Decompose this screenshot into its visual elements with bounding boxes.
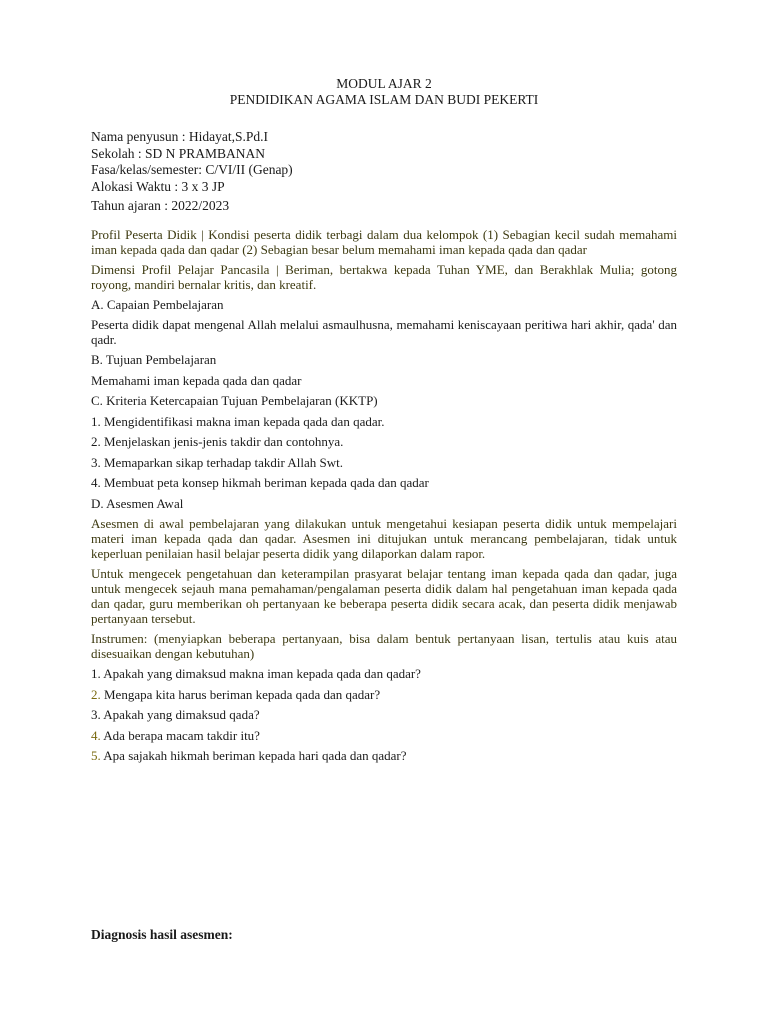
phase-line: Fasa/kelas/semester: C/VI/II (Genap) [91,162,293,177]
section-b-heading: B. Tujuan Pembelajaran [91,352,217,367]
question-item [91,748,677,763]
school-line: Sekolah : SD N PRAMBANAN [91,145,266,161]
assessment-paragraph-2: Untuk mengecek pengetahuan dan keterampilan prasyarat belajar tentang iman kepada qada dan qadar, juga untuk mengecek sejauh mana pemahaman/pengalaman peserta didik dalam hal pengetahuan iman kepada qada dan qadar, guru memberikan oh pertanyaan ke beberapa peserta didik secara acak, dan peserta didik menjawab pertanyaan tersebut. [91,566,677,626]
question-text: Apakah yang dimaksud makna iman kepada qada dan qadar? [103,666,421,681]
question-text: Apakah yang dimaksud qada? [103,707,260,722]
question-text: Ada berapa macam takdir itu? [103,727,260,743]
kktp-item: 1. Mengidentifikasi makna iman kepada qada dan qadar. [91,413,385,429]
diagnosis-heading: Diagnosis hasil asesmen: [91,927,233,942]
kktp-item: 2. Menjelaskan jenis-jenis takdir dan contohnya. [91,434,344,449]
document-page [91,76,677,769]
question-text: Apa sajakah hikmah beriman kepada hari qada dan qadar? [103,748,407,763]
question-number: 5. [91,748,101,763]
assessment-paragraph-1: Asesmen di awal pembelajaran yang dilakukan untuk mengetahui kesiapan peserta didik untuk mempelajari materi iman kepada qada dan qadar. Asesmen ini ditujukan untuk merancang pembelajaran, tidak untuk keperluan penilaian hasil belajar peserta didik yang dilaporkan dalam rapor. [91,516,677,561]
question-item [91,728,677,743]
question-number: 3. [91,707,101,722]
time-allocation-line: Alokasi Waktu : 3 x 3 JP [91,178,225,194]
question-item [91,666,677,681]
student-profile-paragraph: Profil Peserta Didik | Kondisi peserta didik terbagi dalam dua kelompok (1) Sebagian kecil sudah memahami iman kepada qada dan qadar (2) Sebagian besar belum memahami iman kepada qada dan qadar [91,226,677,257]
question-text: Mengapa kita harus beriman kepada qada dan qadar? [104,686,381,702]
section-c-heading: C. Kriteria Ketercapaian Tujuan Pembelajaran (KKTP) [91,393,378,408]
document-title [91,76,677,108]
question-number: 1. [91,666,101,681]
academic-year-line: Tahun ajaran : 2022/2023 [91,198,230,213]
instrument-paragraph: Instrumen: (menyiapkan beberapa pertanyaan, bisa dalam bentuk pertanyaan lisan, tertulis atau kuis atau disesuaikan dengan kebutuhan) [91,631,677,661]
question-number: 2. [91,686,101,702]
question-item [91,687,677,702]
title-line-2: PENDIDIKAN AGAMA ISLAM DAN BUDI PEKERTI [229,92,539,107]
kktp-item: 3. Memaparkan sikap terhadap takdir Allah Swt. [91,454,343,470]
section-a-heading: A. Capaian Pembelajaran [91,296,224,312]
module-info [91,129,677,215]
kktp-item: 4. Membuat peta konsep hikmah beriman kepada qada dan qadar [91,475,429,490]
section-b-text: Memahami iman kepada qada dan qadar [91,372,302,388]
title-line-1: MODUL AJAR 2 [336,76,432,91]
question-item [91,707,677,722]
pancasila-dimension-paragraph: Dimensi Profil Pelajar Pancasila | Beriman, bertakwa kepada Tuhan YME, dan Berakhlak Mulia; gotong royong, mandiri bernalar kritis, dan kreatif. [91,261,677,292]
question-number: 4. [91,727,101,743]
section-a-text: Peserta didik dapat mengenal Allah melalui asmaulhusna, memahami keniscayaan peritiwa hari akhir, qada' dan qadr. [91,317,677,347]
author-line: Nama penyusun : Hidayat,S.Pd.I [91,129,268,144]
section-d-heading: D. Asesmen Awal [91,495,184,511]
